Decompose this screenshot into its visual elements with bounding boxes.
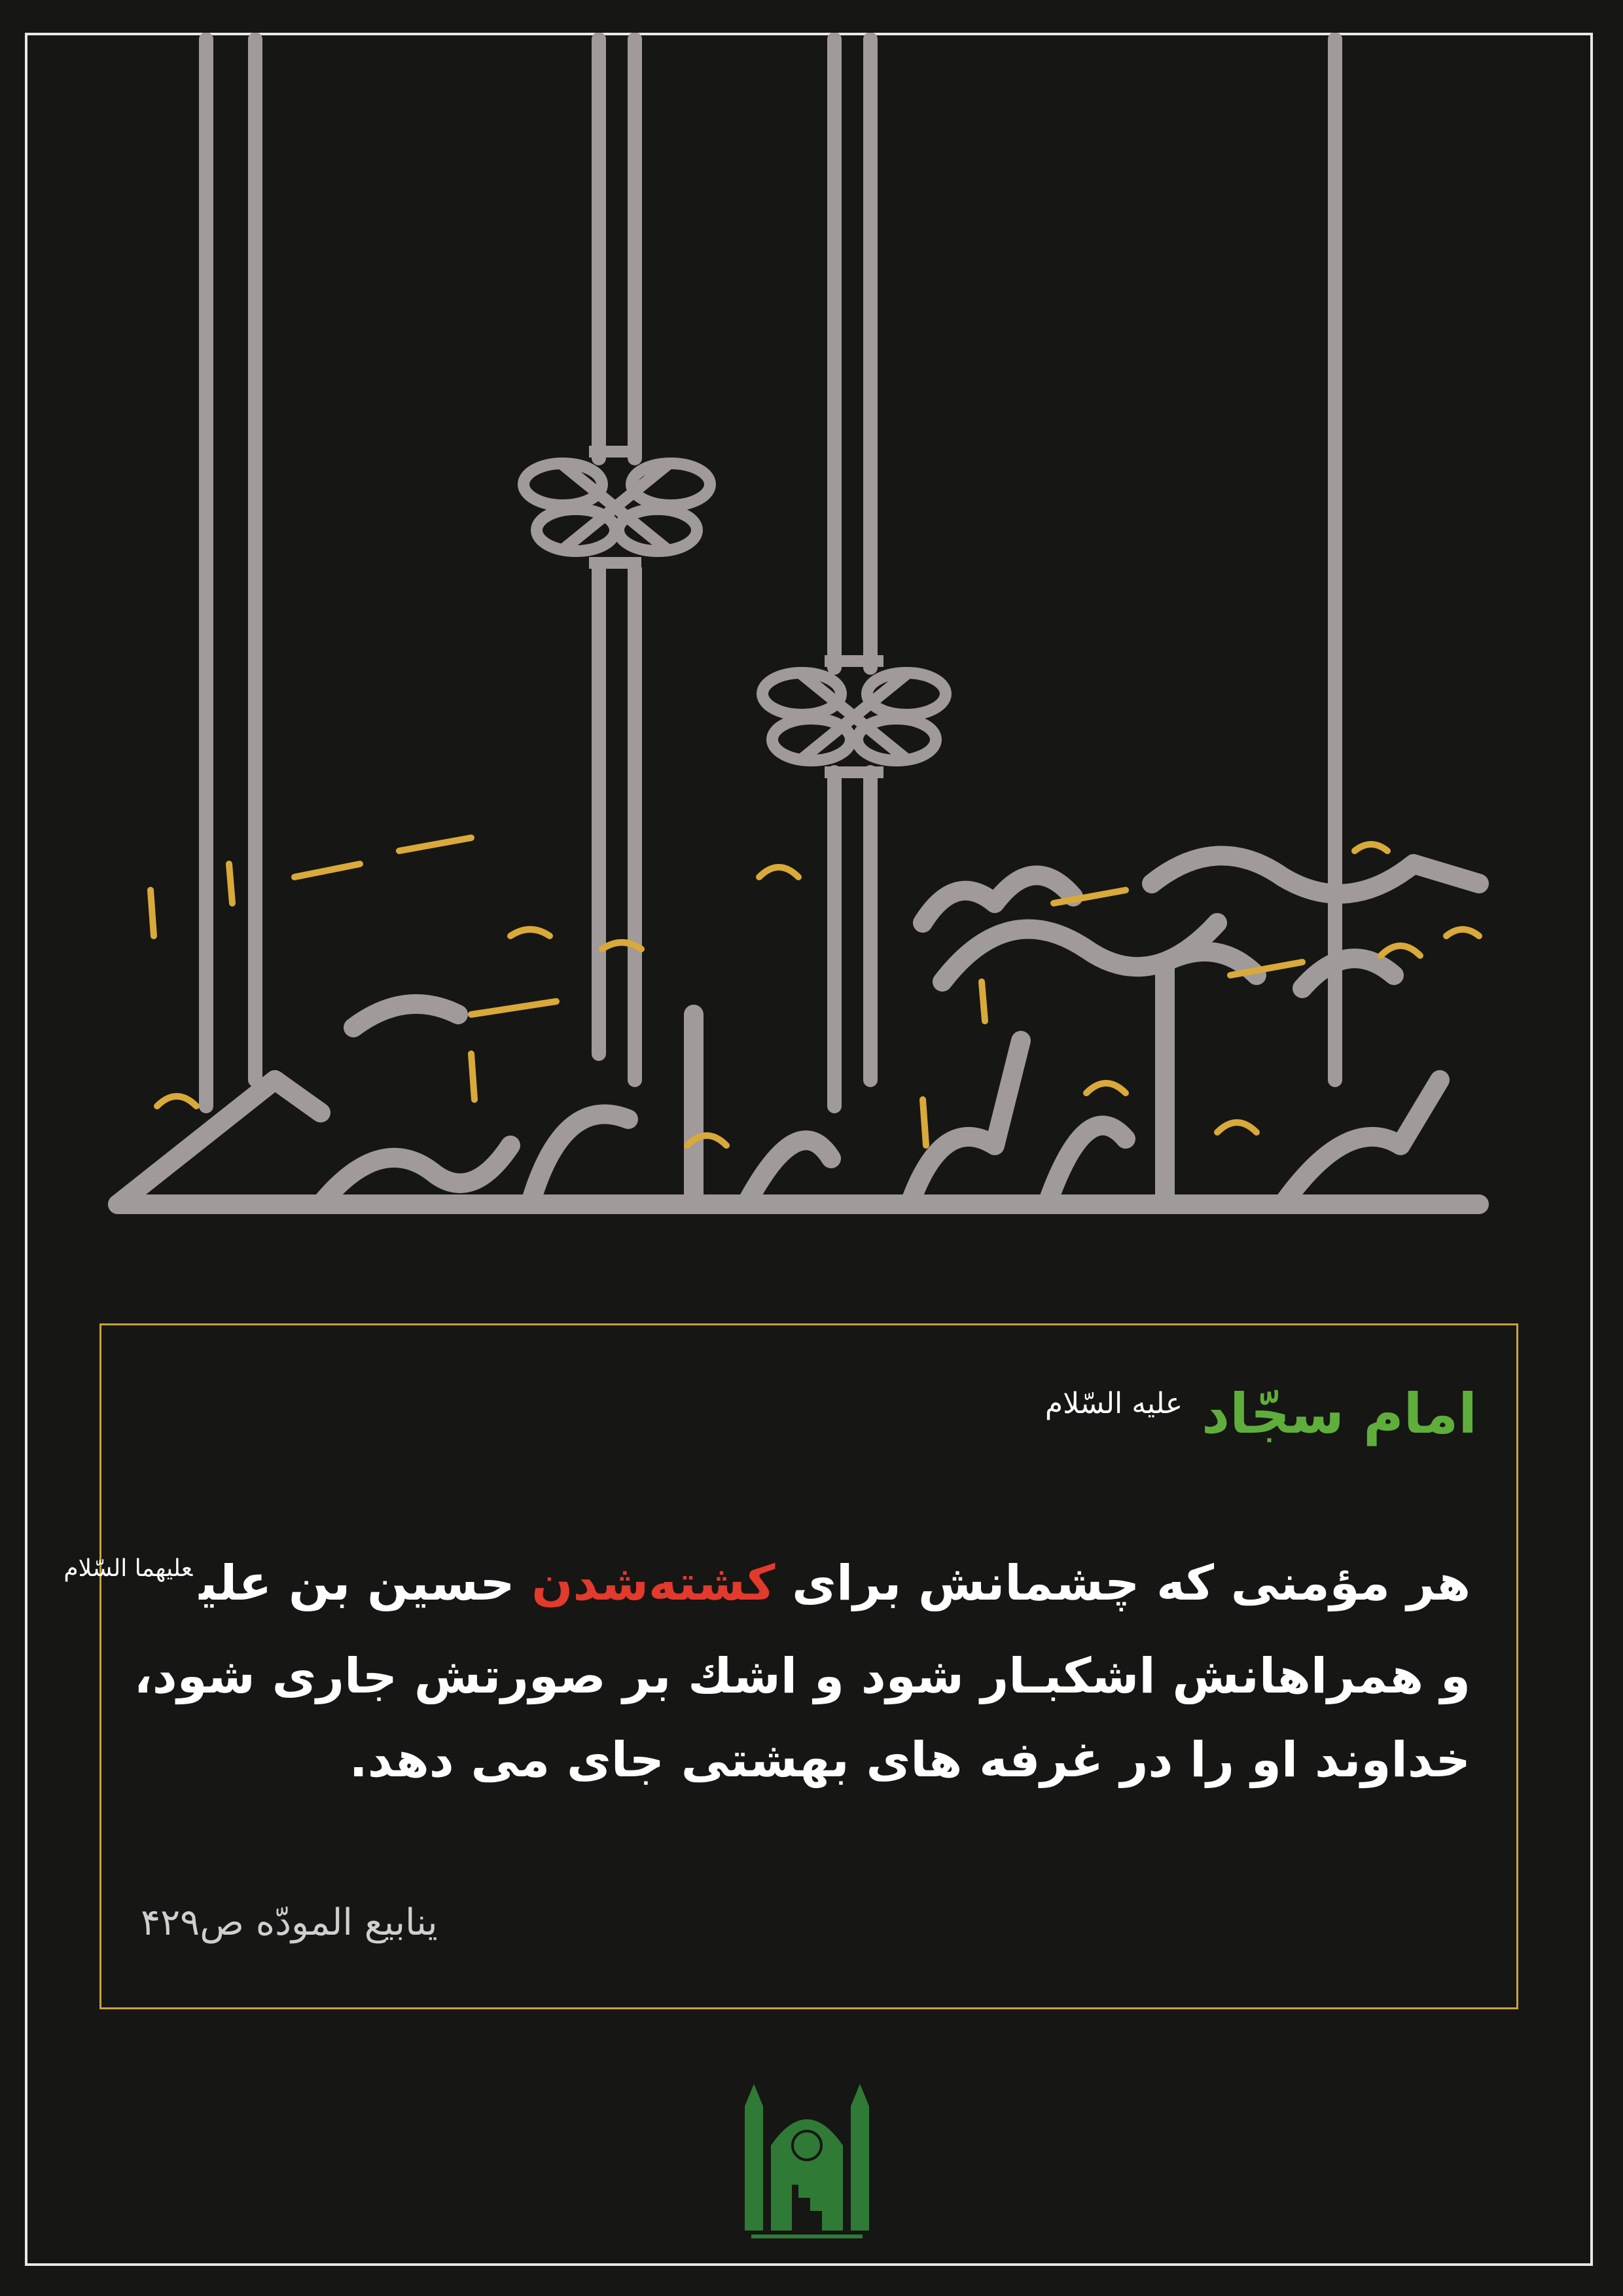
hadith-text (63, 1541, 1471, 1802)
line1-honorific: علیهما السّلام (63, 1555, 193, 1582)
mosque-logo (745, 2080, 869, 2241)
line1-before: هر مؤمنی که چشمانش برای (775, 1555, 1471, 1611)
hadith-line-3: خداوند او را در غرفه های بهشتی جای می دهد. (349, 1732, 1471, 1788)
quote-box (63, 1323, 1518, 2009)
speaker-honorific: علیه السّلام (1044, 1387, 1183, 1420)
hadith-line-1 (63, 1541, 1471, 1634)
calligraphy-artwork (105, 33, 1518, 1250)
source-citation: ینابیع المودّه ص۴۲۹ (141, 1901, 438, 1944)
line1-highlight: کشته‌شدن (531, 1555, 776, 1611)
speaker (1045, 1382, 1477, 1446)
speaker-name: امام سجّاد (1202, 1382, 1477, 1446)
hadith-line-2: و همراهانش اشکبـار شود و اشك بر صورتش جاری شود، (134, 1648, 1471, 1704)
line1-after: حسین بن علی (199, 1555, 532, 1611)
